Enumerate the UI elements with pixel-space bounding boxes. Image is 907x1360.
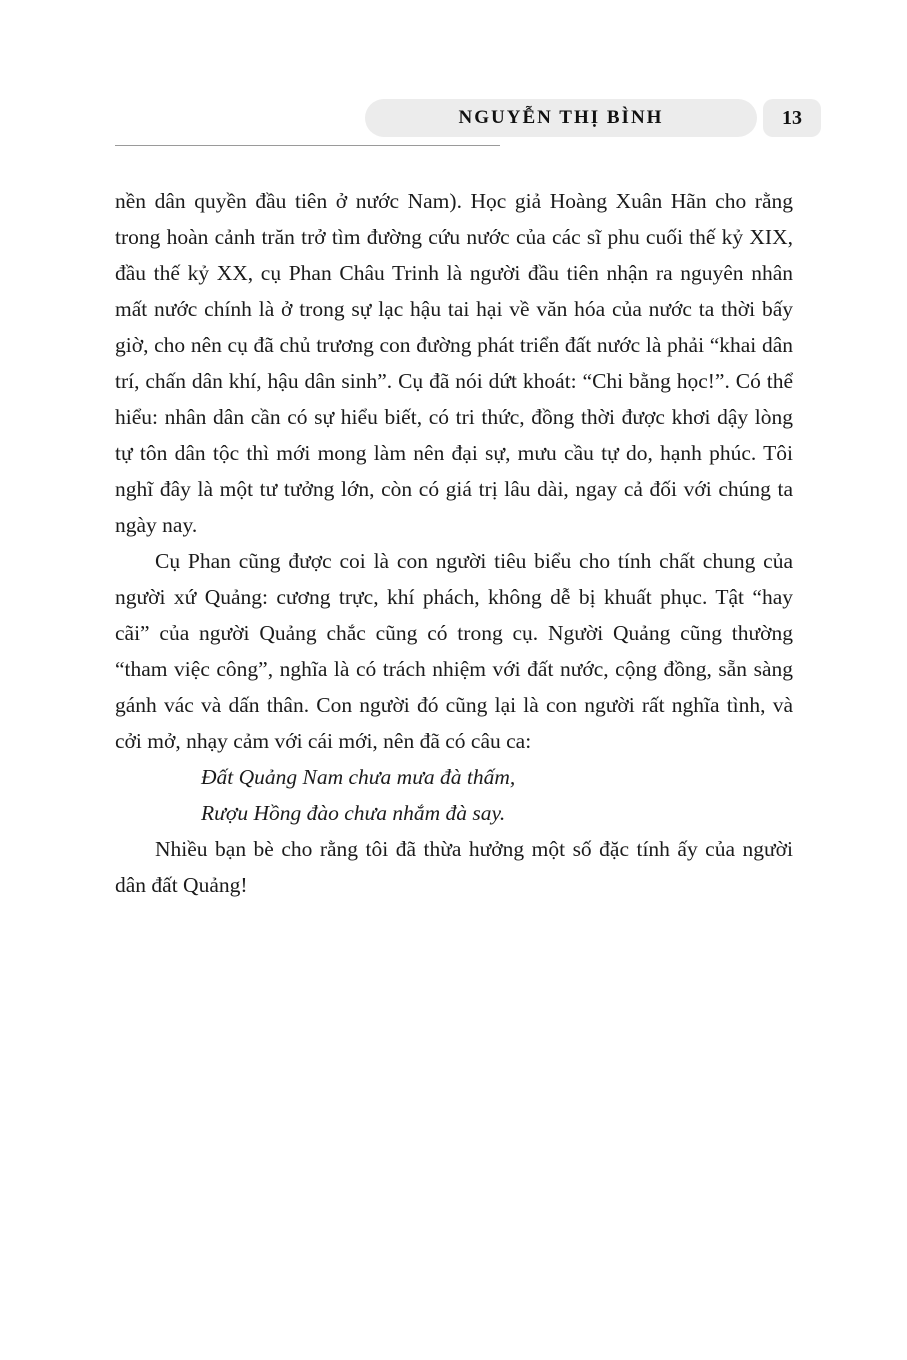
header-rule [115,145,500,146]
paragraph-2: Cụ Phan cũng được coi là con người tiêu biểu cho tính chất chung của người xứ Quảng: cương trực, khí phách, không dễ bị khuất phục. Tật “hay cãi” của người Quảng chắc cũng có trong cụ. Người Quảng cũng thường “tham việc công”, nghĩa là có trách nhiệm với đất nước, cộng đồng, sẵn sàng gánh vác và dấn thân. Con người đó cũng lại là con người rất nghĩa tình, và cởi mở, nhạy cảm với cái mới, nên đã có câu ca: [115,549,793,753]
running-head [365,99,757,137]
running-head-title: NGUYỄN THỊ BÌNH [458,107,664,128]
verse-line-1: Đất Quảng Nam chưa mưa đà thấm, [201,765,516,789]
paragraph-1: nền dân quyền đầu tiên ở nước Nam). Học giả Hoàng Xuân Hãn cho rằng trong hoàn cảnh trăn trở tìm đường cứu nước của các sĩ phu cuối thế kỷ XIX, đầu thế kỷ XX, cụ Phan Châu Trinh là người đầu tiên nhận ra nguyên nhân mất nước chính là ở trong sự lạc hậu tai hại về văn hóa của nước ta thời bấy giờ, cho nên cụ đã chủ trương con đường phát triển đất nước là phải “khai dân trí, chấn dân khí, hậu dân sinh”. Cụ đã nói dứt khoát: “Chi bằng học!”. Có thể hiểu: nhân dân cần có sự hiểu biết, có tri thức, đồng thời được khơi dậy lòng tự tôn dân tộc thì mới mong làm nên đại sự, mưu cầu tự do, hạnh phúc. Tôi nghĩ đây là một tư tưởng lớn, còn có giá trị lâu dài, ngay cả đối với chúng ta ngày nay. [115,189,793,537]
verse-block [115,759,793,831]
page-number: 13 [763,99,821,137]
paragraph-3: Nhiều bạn bè cho rằng tôi đã thừa hưởng một số đặc tính ấy của người dân đất Quảng! [115,837,793,897]
verse-line-2: Rượu Hồng đào chưa nhắm đà say. [201,801,506,825]
body-text [115,183,793,903]
